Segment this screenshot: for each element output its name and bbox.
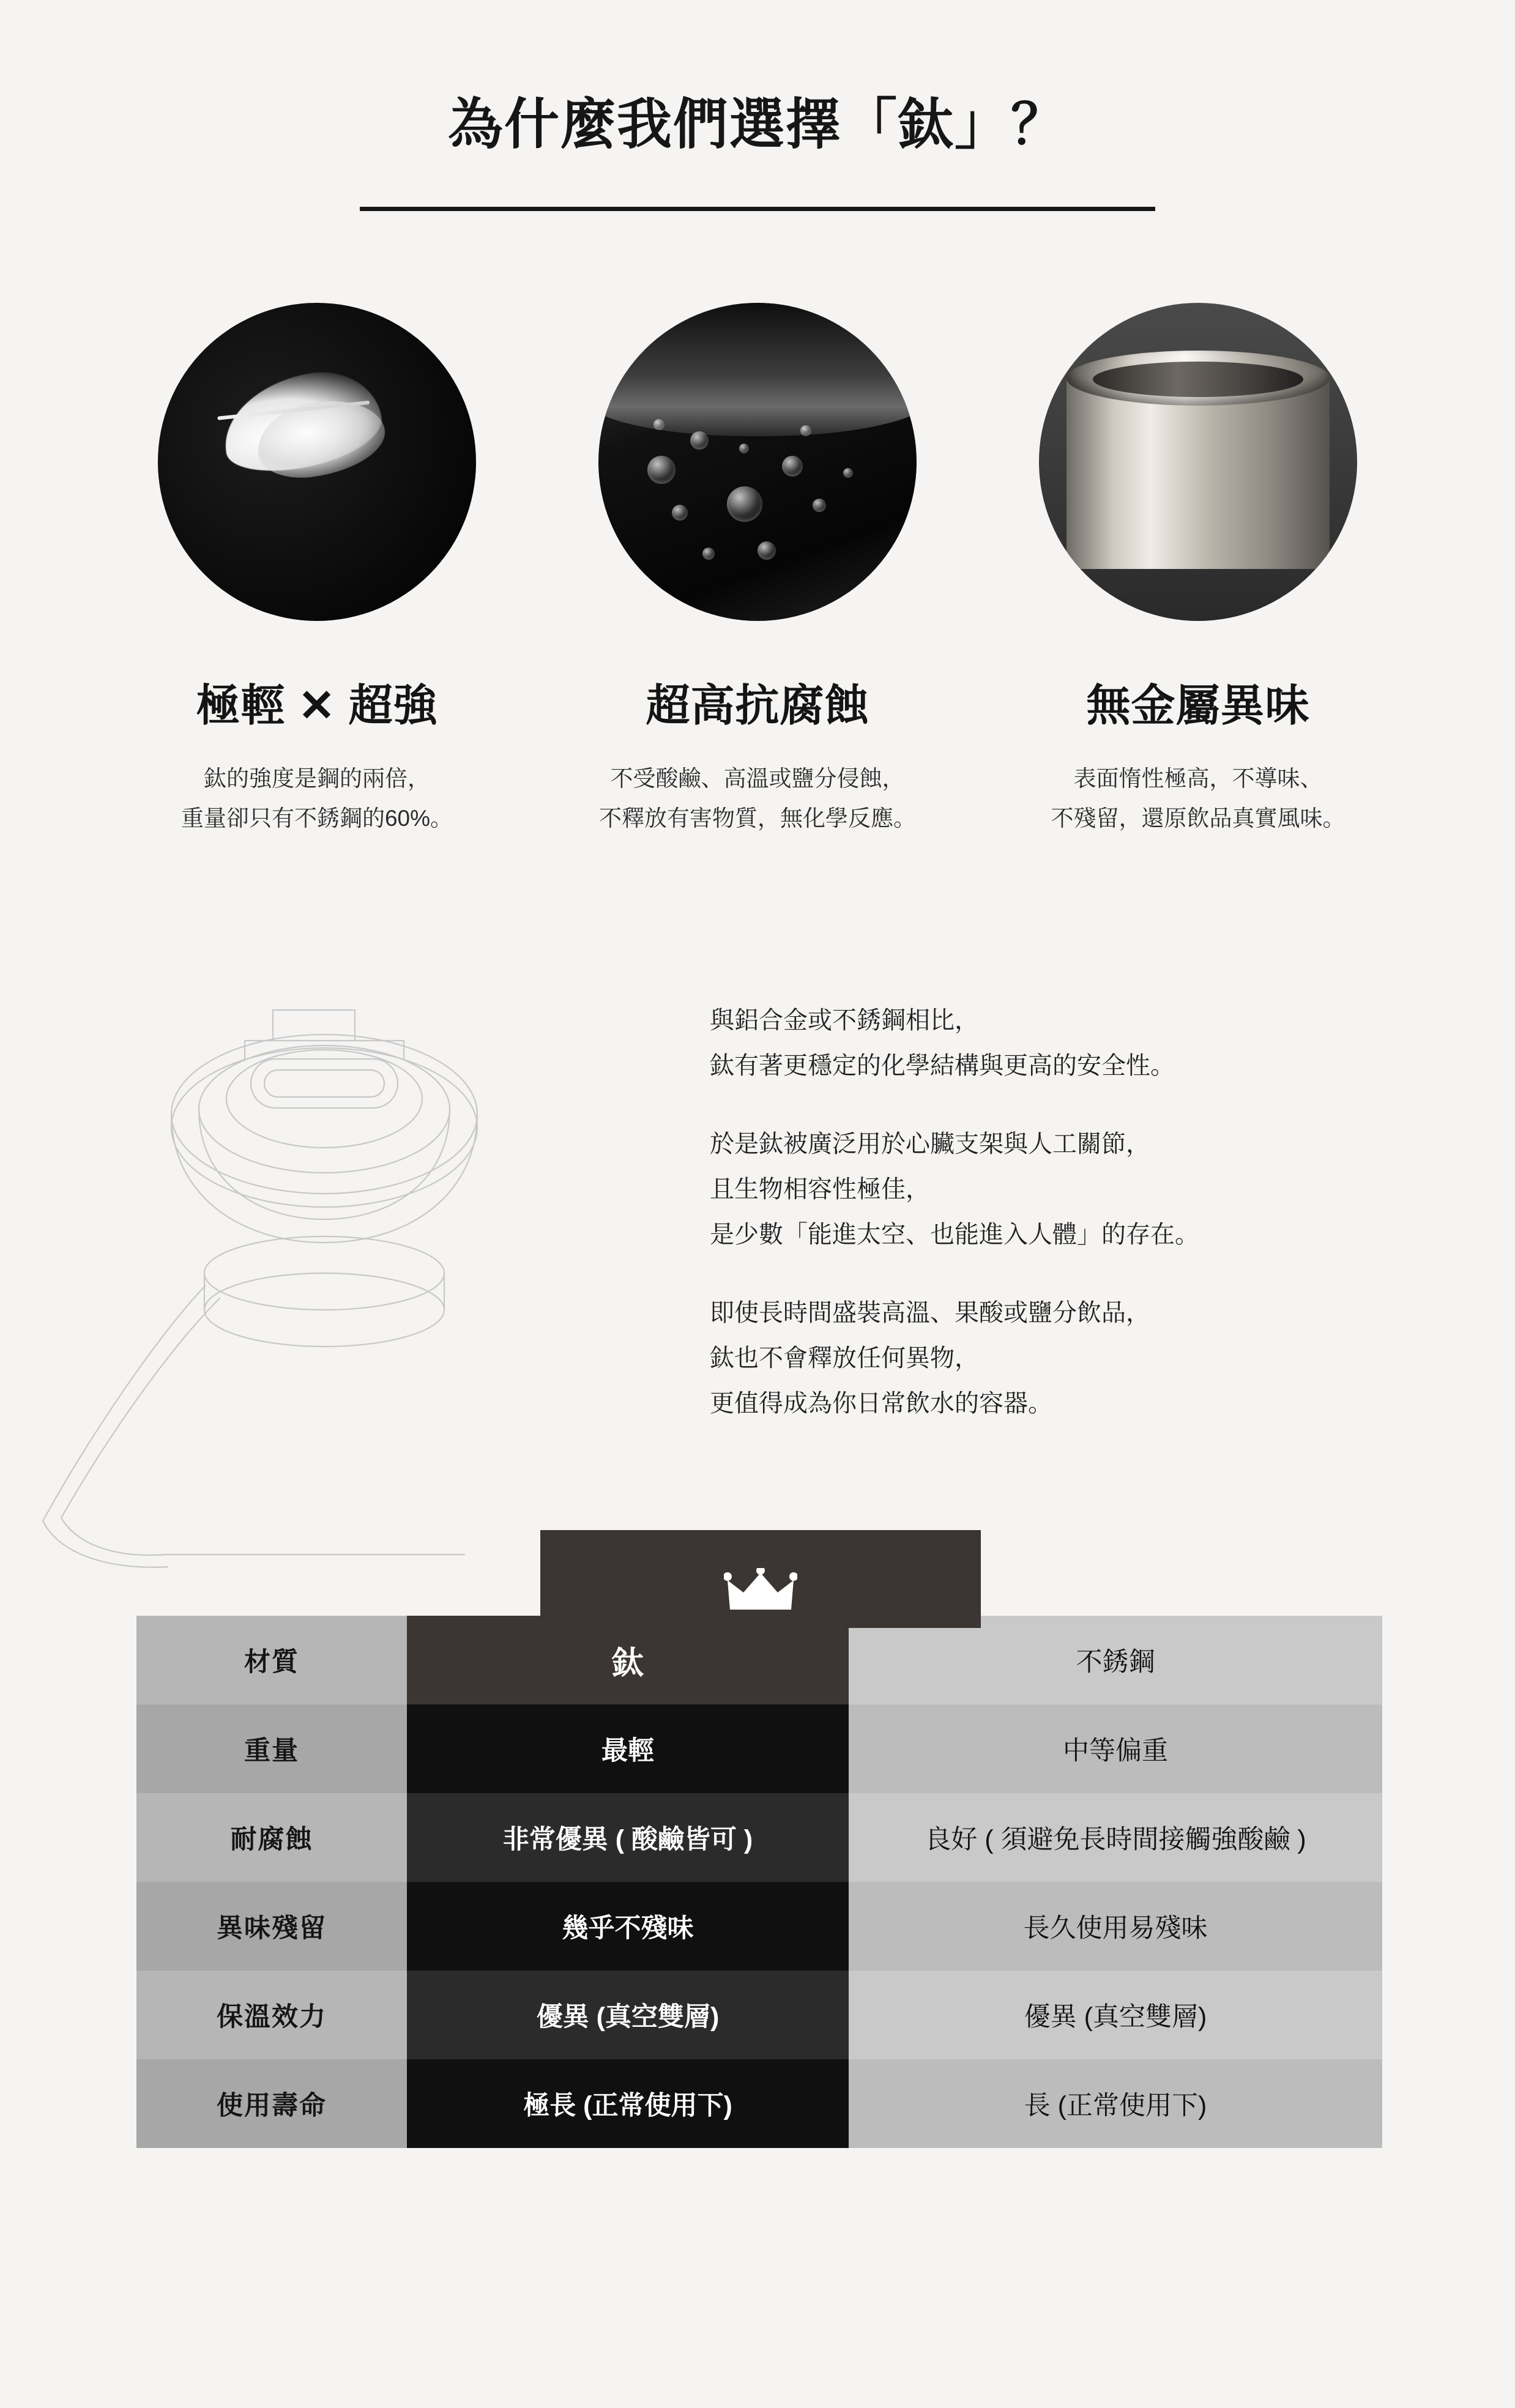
- copy-line: 於是鈦被廣泛用於心臟支架與人工關節，: [710, 1130, 1150, 1158]
- feature-item: [97, 303, 537, 839]
- bottle-lineart-illustration: [37, 967, 710, 1579]
- row-label: 耐腐蝕: [136, 1793, 407, 1882]
- feature-desc-line: 不殘留，還原飲品真實風味。: [1051, 805, 1346, 831]
- feature-item: [978, 303, 1418, 839]
- feature-description: [97, 759, 537, 839]
- feature-title: 極輕 ✕ 超強: [196, 682, 438, 730]
- row-stainless-value: 優異 (真空雙層): [849, 1971, 1382, 2059]
- middle-copy: [710, 998, 1199, 1426]
- comparison-table-wrapper: [136, 1616, 1379, 2148]
- table-row: [136, 1793, 1382, 1882]
- row-stainless-value: 長 (正常使用下): [849, 2059, 1382, 2148]
- paragraph-3: [710, 1290, 1199, 1426]
- copy-line: 且生物相容性極佳，: [710, 1175, 930, 1203]
- header-attribute: 材質: [136, 1616, 407, 1704]
- row-titanium-value: 優異 (真空雙層): [407, 1971, 849, 2059]
- feature-description: [537, 759, 978, 839]
- row-titanium-value: 極長 (正常使用下): [407, 2059, 849, 2148]
- feature-title: 超高抗腐蝕: [646, 682, 869, 730]
- table-row: [136, 1971, 1382, 2059]
- feature-desc-line: 重量卻只有不銹鋼的60%。: [181, 805, 453, 831]
- row-stainless-value: 良好 ( 須避免長時間接觸強酸鹼 ): [849, 1793, 1382, 1882]
- copy-line: 更值得成為你日常飲水的容器。: [710, 1389, 1052, 1417]
- middle-section: [0, 961, 1515, 1579]
- page-title: 為什麼我們選擇「鈦」？: [448, 94, 1067, 155]
- row-label: 使用壽命: [136, 2059, 407, 2148]
- copy-line: 即使長時間盛裝高溫、果酸或鹽分飲品，: [710, 1299, 1150, 1326]
- feature-desc-line: 表面惰性極高，不導味、: [1073, 766, 1323, 791]
- row-label: 異味殘留: [136, 1882, 407, 1971]
- feature-item: [537, 303, 978, 839]
- water-droplets-icon: [598, 303, 917, 621]
- comparison-table: [136, 1616, 1382, 2148]
- feature-description: [978, 759, 1418, 839]
- row-stainless-value: 中等偏重: [849, 1704, 1382, 1793]
- table-row: [136, 1616, 1382, 1704]
- title-section: [0, 0, 1515, 211]
- header-stainless: 不銹鋼: [849, 1616, 1382, 1704]
- table-row: [136, 1882, 1382, 1971]
- titanium-column-header-banner: [540, 1530, 981, 1628]
- copy-line: 鈦有著更穩定的化學結構與更高的安全性。: [710, 1052, 1175, 1079]
- paragraph-2: [710, 1121, 1199, 1257]
- row-stainless-value: 長久使用易殘味: [849, 1882, 1382, 1971]
- row-titanium-value: 幾乎不殘味: [407, 1882, 849, 1971]
- row-label: 重量: [136, 1704, 407, 1793]
- paragraph-1: [710, 998, 1199, 1088]
- table-row: [136, 1704, 1382, 1793]
- feature-desc-line: 不受酸鹼、高溫或鹽分侵蝕，: [610, 766, 905, 791]
- features-section: [0, 303, 1515, 839]
- row-label: 保溫效力: [136, 1971, 407, 2059]
- feature-desc-line: 鈦的強度是鋼的兩倍，: [204, 766, 430, 791]
- header-titanium: 鈦: [407, 1616, 849, 1704]
- row-titanium-value: 最輕: [407, 1704, 849, 1793]
- copy-line: 鈦也不會釋放任何異物，: [710, 1344, 979, 1372]
- row-titanium-value: 非常優異 ( 酸鹼皆可 ): [407, 1793, 849, 1882]
- title-divider: [360, 207, 1155, 211]
- feature-title: 無金屬異味: [1086, 682, 1310, 730]
- table-row: [136, 2059, 1382, 2148]
- feature-desc-line: 不釋放有害物質，無化學反應。: [599, 805, 916, 831]
- crown-icon: [724, 1568, 797, 1617]
- copy-line: 與鋁合金或不銹鋼相比，: [710, 1006, 979, 1034]
- copy-line: 是少數「能進太空、也能進入人體」的存在。: [710, 1221, 1199, 1248]
- metal-rim-icon: [1039, 303, 1357, 621]
- feather-icon: [158, 303, 476, 621]
